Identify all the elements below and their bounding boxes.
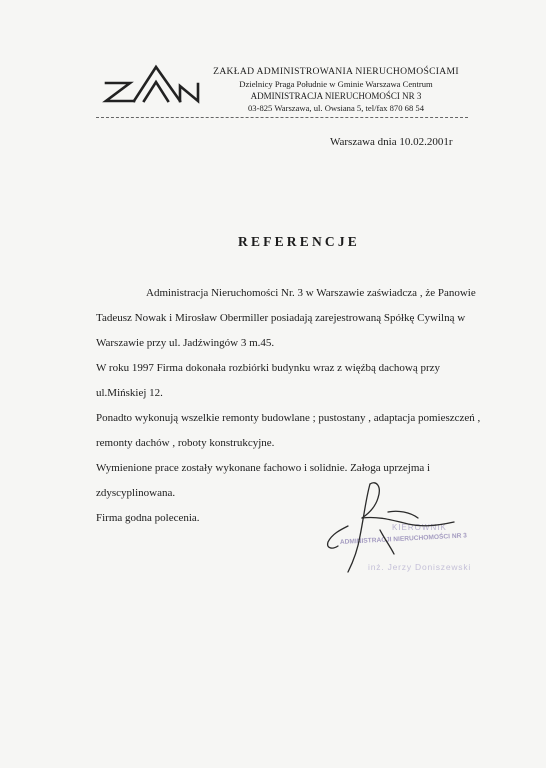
company-district: Dzielnicy Praga Południe w Gminie Warszawa Centrum xyxy=(239,79,433,89)
body-line-3: Warszawie przy ul. Jadźwingów 3 m.45. xyxy=(96,337,275,349)
company-name: ZAKŁAD ADMINISTROWANIA NIERUCHOMOŚCIAMI xyxy=(213,66,459,77)
svg-text:KIEROWNIK: KIEROWNIK xyxy=(392,523,447,532)
body-line-7: remonty dachów , roboty konstrukcyjne. xyxy=(96,437,275,449)
svg-text:ADMINISTRACJI NIERUCHOMOŚCI NR: ADMINISTRACJI NIERUCHOMOŚCI NR 3 xyxy=(339,532,468,546)
letterhead xyxy=(206,66,466,114)
svg-text:inż. Jerzy Doniszewski: inż. Jerzy Doniszewski xyxy=(368,562,472,572)
body-line-5: ul.Mińskiej 12. xyxy=(96,387,163,399)
body-line-1: Administracja Nieruchomości Nr. 3 w Warszawie zaświadcza , że Panowie xyxy=(146,287,476,299)
body-line-4: W roku 1997 Firma dokonała rozbiórki budynku wraz z więźbą dachową przy xyxy=(96,362,441,374)
handwritten-signature xyxy=(318,476,478,576)
company-unit: ADMINISTRACJA NIERUCHOMOŚCI NR 3 xyxy=(250,91,422,101)
body-line-10: Firma godna polecenia. xyxy=(96,512,200,524)
document-title: REFERENCJE xyxy=(238,234,361,249)
header-divider xyxy=(96,117,468,118)
company-address: 03-825 Warszawa, ul. Owsiana 5, tel/fax 870 68 54 xyxy=(248,103,424,113)
body-line-8: Wymienione prace zostały wykonane fachowo i solidnie. Załoga uprzejma i xyxy=(96,462,431,474)
zan-logo xyxy=(100,62,208,104)
body-line-9: zdyscyplinowana. xyxy=(96,487,176,499)
document-date: Warszawa dnia 10.02.2001r xyxy=(330,136,453,148)
body-line-6: Ponadto wykonują wszelkie remonty budowlane ; pustostany , adaptacja pomieszczeń , xyxy=(96,412,481,424)
body-line-2: Tadeusz Nowak i Mirosław Obermiller posiadają zarejestrowaną Spółkę Cywilną w xyxy=(96,312,466,324)
